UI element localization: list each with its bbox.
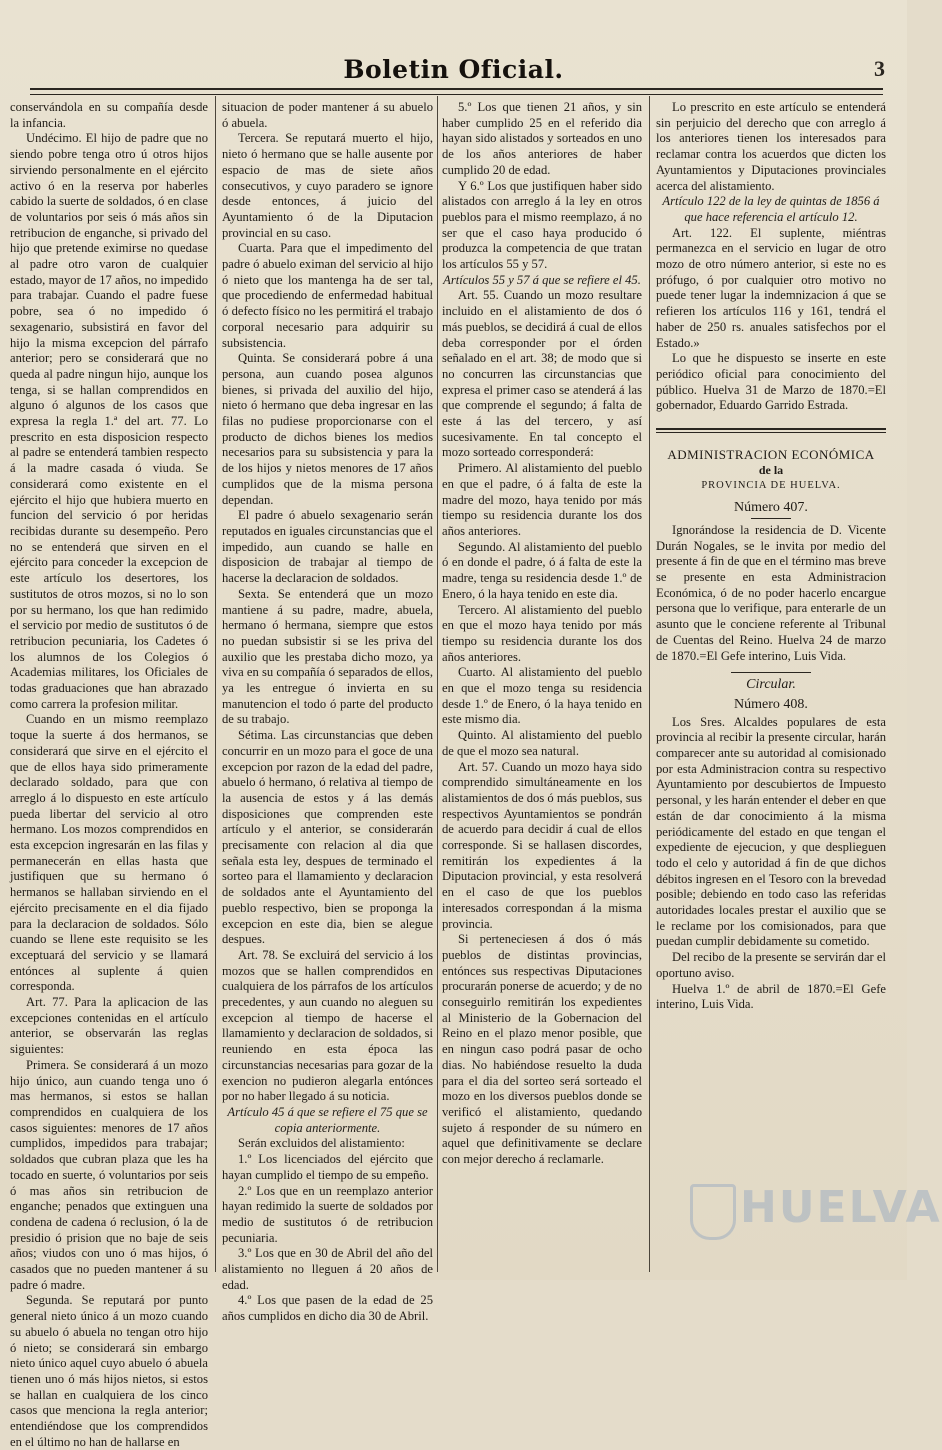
- paragraph: Segunda. Se reputará por punto general nieto único á un mozo cuando su abuelo ó abuela no tengan otro hijo ó nieto; se considerará sin embargo nieto único aquel cuyo abuelo ó abuela tienen uno ó más hijos nietos, si estos se hallan en cualquiera de los cinco casos que menciona la regla anterior; entendiéndose que los comprendidos en el último no han de hallarse en: [10, 1293, 208, 1449]
- notice-number: Número 408.: [734, 696, 808, 712]
- short-divider: [731, 672, 811, 673]
- paragraph: Art. 78. Se excluirá del servicio á los mozos que se hallen comprendidos en cualquiera de los párrafos de los artículos precedentes, y aun cuando no aleguen su excepcion al tiempo de hacerse el llamamiento y declaracion de soldados, si reuniendo en esta época las circunstancias necesarias para gozar de la exencion no pudieron alegarla entónces por no haber llegado á su noticia.: [222, 947, 433, 1104]
- paragraph: Los Sres. Alcaldes populares de esta provincia al recibir la presente circular, harán comparecer ante su autoridad al comisionado por esta Administracion contra su respectivo Ayuntamiento por descubiertos de Impuesto personal, y les harán entender el deber en que están de dar conocimiento á la misma periódicamente del estado en que tengan el expediente de ejecucion, y que desplieguen todo el celo y autoridad á fin de que dichos débitos ingresen en el Tesoro con la brevedad posible; debiendo en todo caso las referidas autoridades locales prestar el auxilio que se le reclame por los comisionados, para que puedan cumplir debidamente su cometido.: [656, 714, 886, 949]
- section-divider: [656, 428, 886, 433]
- section-subtitle: de la: [758, 462, 784, 477]
- short-divider: [751, 518, 791, 519]
- paragraph: Cuarta. Para que el impedimento del padre ó abuelo eximan del servicio al hijo ó nieto que los mantenga ha de ser tal, que procediendo de enfermedad habitual ó defecto físico no les permitirá el trabajo corporal necesario para adquirir su subsistencia.: [222, 241, 433, 350]
- page-header: [0, 52, 907, 92]
- paragraph: Del recibo de la presente se servirán dar el oportuno aviso.: [656, 950, 886, 980]
- paragraph: Undécimo. El hijo de padre que no siendo pobre tenga otro ú otros hijos sirviendo personalmente en el ejército activo ó en la reserva por haberles cabido la suerte de soldados, ó en clase de voluntarios por seis ó más años sin retribucion de enganche, si privado del hijo que pretende eximirse no quedase al padre otro varon de cualquier estado, mayor de 17 años, no impedido para trabajar. Cuando el padre fuese pobre, sea ó no impedido ó sexagenario, subsistirá en favor del hijo la misma excepcion del párrafo anterior; pero se considerará que no queda al padre ningun hijo, aunque los tenga, si se hallan comprendidos en alguno ó algunos de los casos que expresa la regla 1.ª del art. 77. Lo prescrito en esta disposicion respecto al padre se entenderá tambien respecto á la madre casada ó viuda. Se considerará como existente en el ejército el hijo que hubiera muerto en funcion del servicio ó por heridas recibidas durante su desempeño. Pero no se entenderá que sirven en el ejército para conceder la excepcion de este artículo los desertores, los sustitutos de otros mozos, si no lo son por su hermano, los que han redimido el servicio por medio de sustitutos ó de retribucion pecuniaria, los Cadetes ó los alumnos de los Colegios ó Academias militares, los Oficiales de todas graduaciones que han abrazado como carrera la profesion militar.: [10, 131, 208, 711]
- watermark-text: HUELVA: [740, 1182, 942, 1233]
- paragraph: Sétima. Las circunstancias que deben concurrir en un mozo para el goce de una excepcion por razon de la edad del padre, abuelo ó hermano, ó relativa al tiempo de la ausencia de estos y á las demás disposiciones que comprenden este artículo y el anterior, se considerarán precisamente con relacion al dia que señala esta ley, despues de terminado el sorteo para el llamamiento y declaracion de soldados ante el Ayuntamiento del pueblo respectivo, bien se proponga la excepcion en este dia, bien se alegue despues.: [222, 728, 433, 947]
- paragraph: Y 6.º Los que justifiquen haber sido alistados con arreglo á la ley en otros pueblos para el mismo reemplazo, á no ser que el caso haya producido ó produzca la competencia de que tratan los artículos 55 y 57.: [442, 178, 642, 272]
- paragraph: Art. 57. Cuando un mozo haya sido comprendido simultáneamente en los alistamientos de dos ó más pueblos, sus respectivos Ayuntamientos se pondrán de acuerdo para decidir á cual de ellos corresponde. Si se hallasen discordes, remitirán los expedientes á la Diputacion provincial, y esta resolverá en el caso de que los pueblos interesados correspondan á la misma provincia.: [442, 759, 642, 931]
- paragraph: situacion de poder mantener á su abuelo ó abuela.: [222, 100, 433, 130]
- paragraph: Primera. Se considerará á un mozo hijo único, aun cuando tenga uno ó mas hermanos, si estos se hallan comprendidos en cualquiera de los casos siguientes: menores de 17 años cumplidos, impedidos para trabajar; soldados que cubran plaza que les ha tocado en suerte, ó voluntarios por seis ó mas años sin retribucion de enganche; penados que extinguen una condena de cadena ó reclusion, ó la de presidio ó prision que no baje de seis años; viudos con uno ó mas hijos, ó casados que no pueden mantener á su padre ó madre.: [10, 1057, 208, 1292]
- paragraph: Primero. Al alistamiento del pueblo en que el padre, ó á falta de este la madre del mozo, haya tenido por más tiempo su residencia durante los dos años anteriores.: [442, 461, 642, 538]
- column-4: [656, 100, 886, 1270]
- paragraph: Art. 122. El suplente, miéntras permanezca en el servicio en lugar de otro mozo de otro número anterior, si este no es prófugo, ó por cualquier otro motivo no puede tener lugar la indemnizacion á que se refieren los artículos 116 y 161, tendrá el haber de 250 rs. anuales satisfechos por el Estado.»: [656, 225, 886, 350]
- paragraph: 4.º Los que pasen de la edad de 25 años cumplidos en dicho dia 30 de Abril.: [222, 1293, 433, 1324]
- paragraph: 1.º Los licenciados del ejército que hayan cumplido el tiempo de su empeño.: [222, 1152, 433, 1182]
- paragraph: 2.º Los que en un reemplazo anterior hayan redimido la suerte de soldados por medio de sustitutos ó de retribucion pecuniaria.: [222, 1183, 433, 1245]
- paragraph: Tercera. Se reputará muerto el hijo, nieto ó hermano que se halle ausente por espacio de mas de siete años consecutivos, y cuyo paradero se ignore desde entonces, á juicio del Ayuntamiento ó de la Diputacion provincial en su caso.: [222, 131, 433, 240]
- article-reference-heading: Artículo 45 á que se refiere el 75 que se copia anteriormente.: [227, 1105, 428, 1135]
- library-watermark: [690, 1178, 942, 1248]
- paragraph: Art. 55. Cuando un mozo resultare incluido en el alistamiento de dos ó más pueblos, se decidirá á cual de ellos deba corresponder por el órden señalado en el art. 38; de modo que si no concurren las circunstancias que expresa el primer caso se atenderá á las que comprende el segundo; á falta de este á las del tercero, y así sucesivamente. En tal concepto el mozo sorteado corresponderá:: [442, 288, 642, 460]
- paragraph: Lo que he dispuesto se inserte en este periódico oficial para conocimiento del público. Huelva 31 de Marzo de 1870.=El gobernador, Eduardo Garrido Estrada.: [656, 351, 886, 413]
- paragraph: 5.º Los que tienen 21 años, y sin haber cumplido 25 en el referido dia hayan sido alistados y sorteados en uno de los años anteriores de haber cumplido 20 de edad.: [442, 100, 642, 177]
- paragraph: Cuarto. Al alistamiento del pueblo en que el mozo tenga su residencia desde 1.º de Enero, ó la haya tenido en este mismo dia.: [442, 665, 642, 727]
- paragraph: Art. 77. Para la aplicacion de las excepciones contenidas en el artículo anterior, se observarán las reglas siguientes:: [10, 995, 208, 1057]
- column-2: [222, 100, 433, 1324]
- column-divider: [215, 96, 216, 1272]
- paragraph: Segundo. Al alistamiento del pueblo ó en donde el padre, ó á falta de este la madre, tenga su residencia desde 1.º de Enero, ó la haya tenido en este dia.: [442, 539, 642, 601]
- page-number: 3: [874, 56, 885, 81]
- shield-icon: [690, 1184, 736, 1240]
- page-title: Boletin Oficial.: [343, 55, 564, 84]
- paragraph: El padre ó abuelo sexagenario serán reputados en iguales circunstancias que el impedido, aun cuando se halle en disposicion de trabajar al tiempo de hacerse la declaracion de soldados.: [222, 508, 433, 586]
- section-title: ADMINISTRACION ECONÓMICA: [667, 447, 875, 463]
- section-province: PROVINCIA DE HUELVA.: [701, 480, 841, 492]
- paragraph: conservándola en su compañía desde la infancia.: [10, 100, 208, 130]
- article-reference-heading: Artículos 55 y 57 á que se refiere el 45.: [443, 272, 641, 287]
- column-3: [442, 100, 642, 1270]
- paragraph: Sexta. Se entenderá que un mozo mantiene á su padre, madre, abuela, hermano ó hermana, siempre que estos no puedan subsistir si se les priva del auxilio que les prestaba dicho mozo, ya viva en su compañía ó separados de ellos, ya les entregue ó invierta en su manutencion el todo ó parte del producto de su trabajo.: [222, 586, 433, 727]
- paragraph: Ignorándose la residencia de D. Vicente Durán Nogales, se le invita por medio del presente á fin de que en el término mas breve se presente en esta Administracion Económica, ó de no poder hacerlo encargue persona que lo verifique, para enterarle de un asunto que le conciene referente al Tribunal de Cuentas del Reino. Huelva 24 de marzo de 1870.=El Gefe interino, Luis Vida.: [656, 522, 886, 663]
- paragraph: Quinta. Se considerará pobre á una persona, aun cuando posea algunos bienes, si privada del auxilio del hijo, nieto ó hermano que deba ingresar en las filas no pudiese proporcionarse con el producto de dichos bienes los medios necesarios para su subsistencia y para la de los hijos y nietos menores de 17 años cumplidos que de la misma persona dependan.: [222, 351, 433, 507]
- paragraph: Cuando en un mismo reemplazo toque la suerte á dos hermanos, se considerará que sirve en el ejército el que de ellos haya sido primeramente declarado soldado, para que con arreglo á lo dispuesto en este artículo pueda libertar del servicio al otro hermano. Los mozos comprendidos en esta excepcion ingresarán en las filas y permanecerán en ellas hasta que justifiquen que su hermano ó hermanos se hallaban sirviendo en el ejército precisamente en el dia fijado para la declaracion de soldados. Sólo cuando se llene este requisito se les exceptuará del servicio y se llamará entónces al suplente á quien corresponda.: [10, 712, 208, 994]
- header-rule: [30, 88, 883, 95]
- paragraph: Quinto. Al alistamiento del pueblo de que el mozo sea natural.: [442, 728, 642, 758]
- paragraph: 3.º Los que en 30 de Abril del año del alistamiento no lleguen á 20 años de edad.: [222, 1246, 433, 1292]
- column-divider: [437, 96, 438, 1272]
- paragraph: Si perteneciesen á dos ó más pueblos de distintas provincias, entónces sus respectivas Diputaciones procurarán ponerse de acuerdo; y de no conseguirlo remitirán los expedientes al Ministerio de la Gobernacion del Reino en el plazo menor posible, que en ningun caso podrá pasar de ocho dias. No habiéndose resuelto la duda para el dia del sorteo será sorteado el mozo en los diversos pueblos donde se verificó el alistamiento, quedando sujeto á responder de su número en aquel que definitivamente se declare con mejor derecho á reclamarle.: [442, 932, 642, 1167]
- column-1: [10, 100, 208, 1449]
- article-reference-heading: Artículo 122 de la ley de quintas de 1856 á que hace referencia el artículo 12.: [662, 194, 880, 224]
- column-divider: [649, 96, 650, 1272]
- circular-heading: Circular.: [746, 677, 796, 693]
- paragraph: Serán excluidos del alistamiento:: [238, 1136, 405, 1151]
- paragraph: Tercero. Al alistamiento del pueblo en que el mozo haya tenido por más tiempo su residencia durante los dos años anteriores.: [442, 602, 642, 664]
- paragraph: Huelva 1.º de abril de 1870.=El Gefe interino, Luis Vida.: [656, 981, 886, 1012]
- paragraph: Lo prescrito en este artículo se entenderá sin perjuicio del derecho que con arreglo á los anteriores tienen los interesados para reclamar contra los acuerdos que dicten los Ayuntamientos y Diputaciones provinciales acerca del alistamiento.: [656, 100, 886, 193]
- notice-number: Número 407.: [734, 500, 808, 516]
